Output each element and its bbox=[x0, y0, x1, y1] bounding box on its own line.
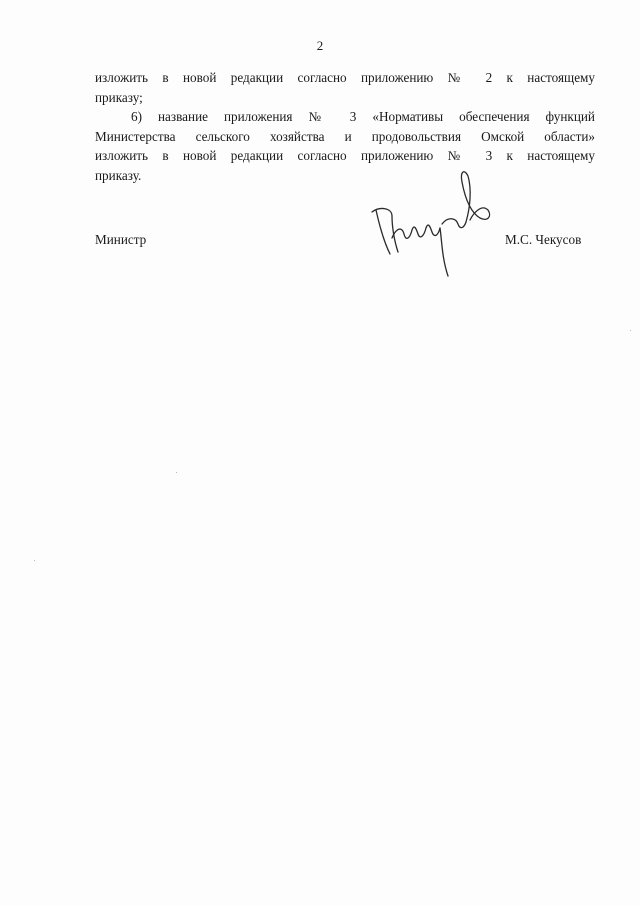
scan-speck bbox=[34, 560, 35, 561]
text-line: изложить в новой редакции согласно приложению № 3 к настоящему bbox=[95, 148, 595, 163]
text-line: 6) название приложения № 3 «Нормативы обеспечения функций bbox=[131, 109, 595, 124]
scan-speck bbox=[176, 472, 177, 473]
minister-title: Министр bbox=[95, 232, 147, 247]
text-line: приказу. bbox=[95, 167, 142, 183]
text-line: приказу; bbox=[95, 89, 143, 105]
text-line: изложить в новой редакции согласно приложению № 2 к настоящему bbox=[95, 70, 595, 85]
handwritten-signature bbox=[370, 168, 495, 280]
text-line: Министерства сельского хозяйства и продовольствия Омской области» bbox=[95, 128, 595, 144]
page-number: 2 bbox=[316, 38, 324, 53]
scan-speck bbox=[630, 330, 631, 331]
document-body bbox=[95, 68, 595, 185]
minister-name: М.С. Чекусов bbox=[505, 232, 582, 247]
